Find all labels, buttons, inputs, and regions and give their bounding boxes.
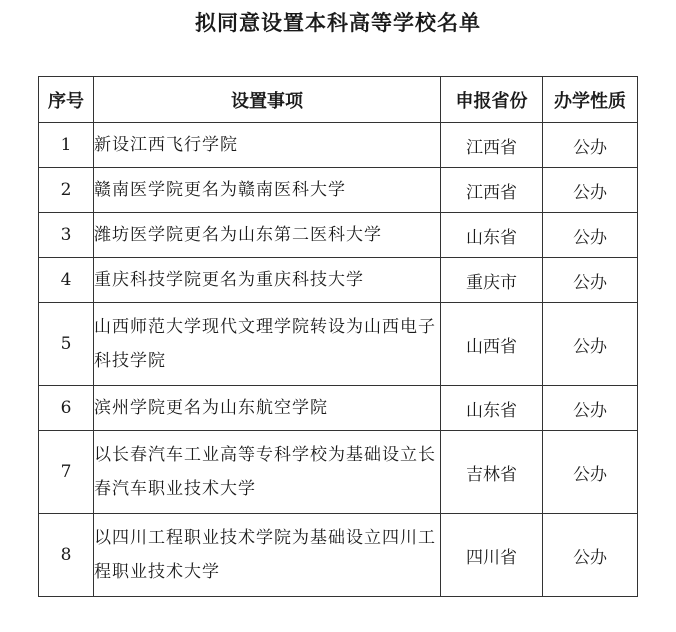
table-row xyxy=(39,303,638,386)
row-no: 3 xyxy=(39,213,94,258)
row-no: 4 xyxy=(39,258,94,303)
table-header-row xyxy=(39,77,638,123)
table-row xyxy=(39,123,638,168)
school-list-table xyxy=(38,76,638,597)
row-no: 6 xyxy=(39,386,94,431)
row-no: 8 xyxy=(39,514,94,597)
row-type: 公办 xyxy=(543,514,638,597)
row-province: 山西省 xyxy=(441,303,543,386)
row-province: 江西省 xyxy=(441,123,543,168)
row-no: 2 xyxy=(39,168,94,213)
row-item: 以四川工程职业技术学院为基础设立四川工程职业技术大学 xyxy=(94,514,441,597)
row-item: 滨州学院更名为山东航空学院 xyxy=(94,386,441,431)
row-province: 四川省 xyxy=(441,514,543,597)
table-row xyxy=(39,258,638,303)
row-type: 公办 xyxy=(543,258,638,303)
header-province: 申报省份 xyxy=(441,77,543,123)
table-row xyxy=(39,168,638,213)
row-type: 公办 xyxy=(543,168,638,213)
row-province: 吉林省 xyxy=(441,431,543,514)
row-type: 公办 xyxy=(543,213,638,258)
row-item: 潍坊医学院更名为山东第二医科大学 xyxy=(94,213,441,258)
row-no: 5 xyxy=(39,303,94,386)
row-no: 7 xyxy=(39,431,94,514)
row-item: 山西师范大学现代文理学院转设为山西电子科技学院 xyxy=(94,303,441,386)
header-item: 设置事项 xyxy=(94,77,441,123)
table-row xyxy=(39,514,638,597)
table-row xyxy=(39,213,638,258)
row-province: 山东省 xyxy=(441,386,543,431)
row-type: 公办 xyxy=(543,386,638,431)
row-item: 赣南医学院更名为赣南医科大学 xyxy=(94,168,441,213)
table-row xyxy=(39,431,638,514)
row-province: 重庆市 xyxy=(441,258,543,303)
row-province: 江西省 xyxy=(441,168,543,213)
header-type: 办学性质 xyxy=(543,77,638,123)
row-item: 以长春汽车工业高等专科学校为基础设立长春汽车职业技术大学 xyxy=(94,431,441,514)
header-no: 序号 xyxy=(39,77,94,123)
page-title: 拟同意设置本科高等学校名单 xyxy=(195,11,481,35)
row-type: 公办 xyxy=(543,431,638,514)
row-item: 重庆科技学院更名为重庆科技大学 xyxy=(94,258,441,303)
row-province: 山东省 xyxy=(441,213,543,258)
row-type: 公办 xyxy=(543,123,638,168)
row-type: 公办 xyxy=(543,303,638,386)
table-row xyxy=(39,386,638,431)
row-item: 新设江西飞行学院 xyxy=(94,123,441,168)
row-no: 1 xyxy=(39,123,94,168)
